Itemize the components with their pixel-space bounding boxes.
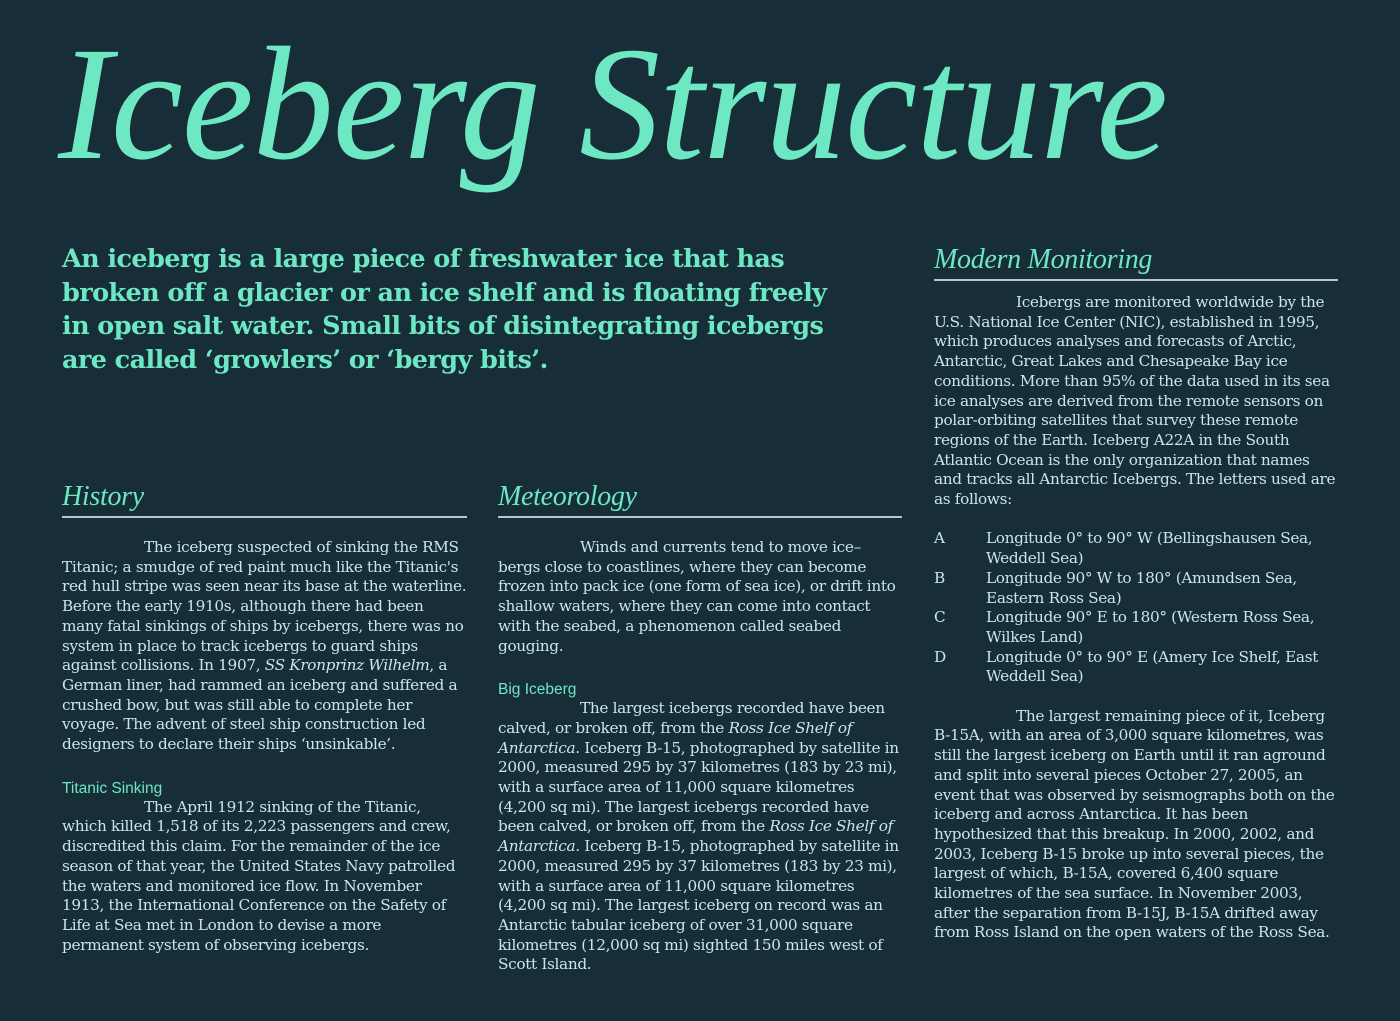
meteorology-text: Winds and currents tend to move ice–bergs close to coastlines, where they can become frozen into pack ice (one form of sea ice), or drift into shallow waters, where they can come into contact with the seabed, a phenomenon called seabed gouging. [498, 538, 896, 655]
meteorology-divider [498, 516, 902, 518]
code-letter: D [934, 647, 946, 666]
code-description: Longitude 90° W to 180° (Amundsen Sea, Eastern Ross Sea) [986, 568, 1297, 607]
titanic-sinking-text: The April 1912 sinking of the Titanic, which killed 1,518 of its 2,223 passengers and crew, discredited this claim. For the remainder of the ice season of that year, the United States Navy patrolled the waters and monitored ice flow. In November 1913, the International Conference on the Safety of Life at Sea met in London to devise a more permanent system of observing icebergs. [62, 797, 456, 954]
ship-name: SS Kronprinz Wilhelm [264, 656, 430, 675]
history-text-part: , a German liner, had rammed an iceberg and suffered a crushed bow, but was still able to complete her voyage. The advent of steel ship construction led designers to declare their ships ‘unsinkable’. [62, 656, 458, 754]
big-iceberg-text-part: The largest icebergs recorded have been calved, or broken off, from the [498, 699, 885, 737]
history-section [62, 480, 467, 955]
titanic-sinking-paragraph [62, 798, 467, 956]
code-description: Longitude 0° to 90° E (Amery Ice Shelf, East Weddell Sea) [986, 647, 1318, 686]
meteorology-paragraph [498, 538, 902, 656]
largest-piece-text: The largest remaining piece of it, Iceberg B-15A, with an area of 3,000 square kilometres, was still the largest iceberg on Earth until it ran aground and split into several pieces October 27, 2005, an event that was observed by seismographs both on the iceberg and across Antarctica. It has been hypothesized that this breakup. In 2000, 2002, and 2003, Iceberg B-15 broke up into several pieces, the largest of which, B-15A, covered 6,400 square kilometres of the sea surface. In November 2003, after the separation from B-15J, B-15A drifted away from Ross Island on the open waters of the Ross Sea. [934, 706, 1335, 942]
meteorology-heading: Meteorology [498, 481, 637, 512]
ice-shelf-name: Ross Ice Shelf of Antarctica [498, 817, 893, 856]
lead-paragraph: An iceberg is a large piece of freshwater ice that has broken off a glacier or an ice shelf and is floating freely in open salt water. Small bits of disintegrating icebergs are called ‘growlers’ or ‘bergy bits’. [62, 244, 827, 375]
code-description: Longitude 90° E to 180° (Western Ross Sea, Wilkes Land) [986, 608, 1315, 646]
code-item [934, 569, 1338, 608]
big-iceberg-text-part: . Iceberg B-15, photographed by satellite in 2000, measured 295 by 37 kilometres (183 by 23 mi), with a surface area of 11,000 square kilometres (4,200 sq mi). The largest icebergs recorded have been calved, or broken off, from the [498, 738, 899, 836]
code-description: Longitude 0° to 90° W (Bellingshausen Sea, Weddell Sea) [986, 529, 1313, 568]
monitoring-text: Icebergs are monitored worldwide by the U.S. National Ice Center (NIC), established in 1995, which produces analyses and forecasts of Arctic, Antarctic, Great Lakes and Chesapeake Bay ice conditions. More than 95% of the data used in its sea ice analyses are derived from the remote sensors on polar-orbiting satellites that survey these remote regions of the Earth. Iceberg A22A in the South Atlantic Ocean is the only organization that names and tracks all Antarctic Icebergs. The letters used are as follows: [934, 293, 1336, 509]
largest-piece-paragraph [934, 707, 1338, 943]
history-text-part: The iceberg suspected of sinking the RMS Titanic; a smudge of red paint much like the Titanic's red hull stripe was seen near its base at the waterline. Before the early 1910s, although there had been many fatal sinkings of ships by icebergs, there was no system in place to track icebergs to guard ships against collisions. In 1907, [62, 538, 467, 675]
monitoring-heading: Modern Monitoring [934, 244, 1153, 275]
big-iceberg-subheading: Big Iceberg [498, 681, 577, 699]
monitoring-divider [934, 279, 1338, 281]
history-paragraph [62, 538, 467, 755]
code-item [934, 648, 1338, 687]
code-item [934, 529, 1338, 568]
page-title: Iceberg Structure [58, 15, 1168, 194]
monitoring-section [934, 243, 1338, 943]
code-letter: C [934, 608, 946, 627]
monitoring-paragraph [934, 293, 1338, 510]
big-iceberg-text-part: . Iceberg B-15, photographed by satellite in 2000, measured 295 by 37 kilometres (183 by 23 mi), with a surface area of 11,000 square kilometres (4,200 sq mi). The largest iceberg on record was an Antarctic tabular iceberg of over 31,000 square kilometres (12,000 sq mi) sighted 150 miles west of Scott Island. [498, 837, 899, 974]
titanic-sinking-subheading: Titanic Sinking [62, 779, 163, 797]
code-item [934, 608, 1338, 647]
history-divider [62, 516, 467, 518]
meteorology-section [498, 480, 902, 975]
iceberg-code-list [934, 529, 1338, 687]
code-letter: B [934, 568, 945, 587]
big-iceberg-paragraph [498, 699, 902, 975]
ice-shelf-name: Ross Ice Shelf of Antarctica [498, 718, 853, 757]
history-heading: History [62, 481, 144, 512]
code-letter: A [934, 529, 945, 548]
